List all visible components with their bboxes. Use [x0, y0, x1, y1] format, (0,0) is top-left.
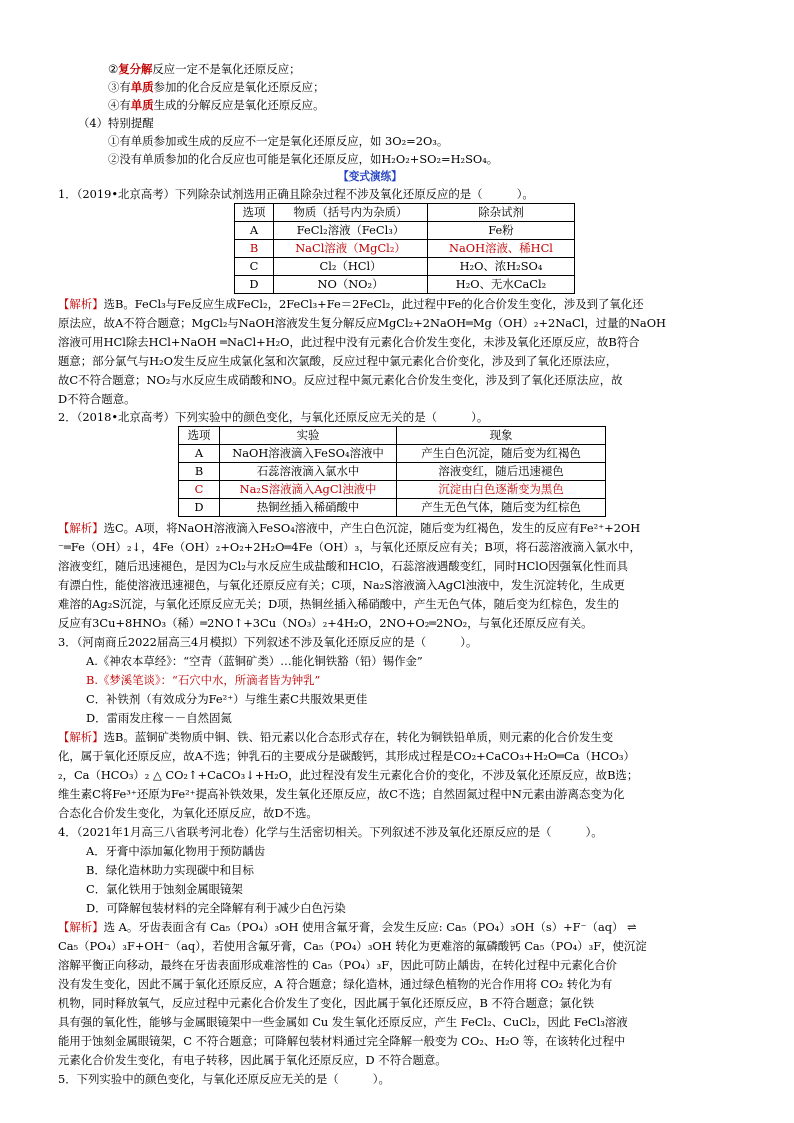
q2-th-phenomenon: 现象 [397, 427, 606, 445]
q2-cell: D [179, 499, 220, 517]
q1-cell: Fe粉 [428, 222, 575, 240]
q3-option-d: D．雷雨发庄稼－－自然固氮 [86, 711, 232, 725]
q2-analysis-line: 溶液变红，随后迅速褪色，是因为Cl₂与水反应生成盐酸和HClO，石蕊溶液遇酸变红，同时HClO因强氧化性而具 [58, 559, 628, 573]
q4-analysis-line: 具有强的氧化性，能够与金属眼镜架中一些金属如 Cu 发生氧化还原反应，产生 FeCl₂、CuCl₂，因此 FeCl₃溶液 [58, 1015, 628, 1029]
q2-cell: Na₂S溶液滴入AgCl浊液中 [220, 481, 397, 499]
intro-heading-4: （4）特别提醒 [78, 116, 154, 130]
q1-analysis-line: 题意；部分氯气与H₂O发生反应生成氯化氢和次氯酸，反应过程中氯元素化合价变化，涉及到了氧化还原法应， [58, 354, 618, 368]
q2-cell: A [179, 445, 220, 463]
q1-analysis-line: 故C不符合题意；NO₂与水反应生成硝酸和NO。反应过程中氮元素化合价发生变化，涉及到了氧化还原法应，故 [58, 373, 623, 387]
q1-cell: NO（NO₂） [274, 276, 428, 294]
q2-analysis-line: 难溶的Ag₂S沉淀，与氧化还原反应无关；D项，热铜丝插入稀硝酸中，产生无色气体，随后变为红棕色，发生的 [58, 597, 619, 611]
q3-analysis-line: 合态化合价发生变化，为氧化还原反应，故D不选。 [58, 806, 318, 820]
q1-analysis-line: 【解析】选B。FeCl₃与Fe反应生成FeCl₂，2FeCl₃+Fe＝2FeCl₂，此过程中Fe的化合价发生变化，涉及到了氧化还 [58, 297, 644, 311]
intro-item-2: ②复分解反应一定不是氧化还原反应； [108, 62, 301, 76]
q2-stem: 2．（2018•北京高考）下列实验中的颜色变化，与氧化还原反应无关的是（ ）。 [58, 410, 489, 424]
q3-analysis-line: 【解析】选B。蓝铜矿类物质中铜、铁、铅元素以化合态形式存在，转化为铜铁铅单质，则元素的化合价发生变 [58, 730, 614, 744]
q4-stem: 4．（2021年1月高三八省联考河北卷）化学与生活密切相关。下列叙述不涉及氧化还原反应的是（ ）。 [58, 825, 603, 839]
q1-analysis-line: D不符合题意。 [58, 392, 136, 406]
q1-th-reagent: 除杂试剂 [428, 204, 575, 222]
q2-analysis-line: 反应有3Cu+8HNO₃（稀）═2NO↑+3Cu（NO₃）₂+4H₂O，2NO+O₂═2NO₂，与氧化还原反应有关。 [58, 616, 593, 630]
q1-cell: NaCl溶液（MgCl₂） [274, 240, 428, 258]
analysis-label: 【解析】 [58, 297, 104, 311]
q1-th-substance: 物质（括号内为杂质） [274, 204, 428, 222]
q1-cell: FeCl₂溶液（FeCl₃） [274, 222, 428, 240]
q2-th-experiment: 实验 [220, 427, 397, 445]
q2-cell: 溶液变红，随后迅速褪色 [397, 463, 606, 481]
q1-cell: H₂O、无水CaCl₂ [428, 276, 575, 294]
q4-analysis-line: 没有发生变化，因此不属于氧化还原反应，A 符合题意；绿化造林，通过绿色植物的光合作用将 CO₂ 转化为有 [58, 977, 613, 991]
q4-option-a: A．牙膏中添加氟化物用于预防龋齿 [86, 844, 266, 858]
section-title: 【变式演练】 [338, 169, 402, 183]
q2-cell: 产生白色沉淀，随后变为红褐色 [397, 445, 606, 463]
q2-cell: B [179, 463, 220, 481]
q1-th-option: 选项 [235, 204, 274, 222]
q2-analysis-line: 【解析】选C。A项，将NaOH溶液滴入FeSO₄溶液中，产生白色沉淀，随后变为红褐色，发生的反应有Fe²⁺+2OH [58, 521, 641, 535]
q2-th-option: 选项 [179, 427, 220, 445]
q4-analysis-line: Ca₅（PO₄）₃F+OH⁻（aq），若使用含氟牙膏，Ca₅（PO₄）₃OH 转化为更难溶的氟磷酸钙 Ca₅（PO₄）₃F，使沉淀 [58, 939, 647, 953]
q4-option-d: D．可降解包装材料的完全降解有利于减少白色污染 [86, 901, 346, 915]
analysis-label: 【解析】 [58, 521, 104, 535]
q3-analysis-line: 化，属于氧化还原反应，故A不选；钟乳石的主要成分是碳酸钙，其形成过程是CO₂+CaCO₃+H₂O═Ca（HCO₃） [58, 749, 635, 763]
q3-option-c: C．补铁剂（有效成分为Fe²⁺）与维生素C共服效果更佳 [86, 692, 368, 706]
q4-analysis-line: 机物，同时释放氧气，反应过程中元素化合价发生了变化，因此属于氧化还原反应，B 不符合题意；氯化铁 [58, 996, 594, 1010]
q1-cell: B [235, 240, 274, 258]
q1-cell: D [235, 276, 274, 294]
intro-item-4: ④有单质生成的分解反应是氧化还原反应。 [108, 98, 325, 112]
q2-analysis-line: 有漂白性，能使溶液迅速褪色，与氧化还原反应有关；C项，Na₂S溶液滴入AgCl浊液中，发生沉淀转化，生成更 [58, 578, 625, 592]
q3-stem: 3．（河南商丘2022届高三4月模拟）下列叙述不涉及氧化还原反应的是（ ）。 [58, 635, 478, 649]
q1-analysis-line: 溶液可用HCl除去HCl+NaOH ═NaCl+H₂O，此过程中没有元素化合价发生变化，未涉及氧化还原反应，故B符合 [58, 335, 640, 349]
q2-cell: C [179, 481, 220, 499]
q3-option-b: B.《梦溪笔谈》：“石穴中水，所滴者皆为钟乳” [86, 673, 321, 687]
q4-analysis-line: 【解析】选 A。牙齿表面含有 Ca₅（PO₄）₃OH 使用含氟牙膏，会发生反应: Ca₅（PO₄）₃OH（s）+F⁻（aq） ⇌ [58, 920, 637, 934]
q3-option-a: A.《神农本草经》：“空青（蓝铜矿类）…能化铜铁豁（铅）锡作金” [86, 654, 423, 668]
intro-item-3: ③有单质参加的化合反应是氧化还原反应； [108, 80, 325, 94]
intro-tip-2: ②没有单质参加的化合反应也可能是氧化还原反应，如H₂O₂+SO₂=H₂SO₄。 [108, 152, 499, 166]
q1-cell: Cl₂（HCl） [274, 258, 428, 276]
q1-stem: 1．（2019•北京高考）下列除杂试剂选用正确且除杂过程不涉及氧化还原反应的是（ ）。 [58, 187, 534, 201]
q3-analysis-line: ₂，Ca（HCO₃）₂ △ CO₂↑+CaCO₃↓+H₂O，此过程没有发生元素化合价的变化，不涉及氧化还原反应，故B选； [58, 768, 639, 782]
q2-cell: 石蕊溶液滴入氯水中 [220, 463, 397, 481]
q1-cell: A [235, 222, 274, 240]
q1-cell: C [235, 258, 274, 276]
q1-cell: NaOH溶液、稀HCl [428, 240, 575, 258]
analysis-label: 【解析】 [58, 920, 104, 934]
analysis-label: 【解析】 [58, 730, 104, 744]
q4-analysis-line: 溶解平衡正向移动，最终在牙齿表面形成难溶性的 Ca₅（PO₄）₃F，因此可防止龋齿，在转化过程中元素化合价 [58, 958, 617, 972]
q3-analysis-line: 维生素C将Fe³⁺还原为Fe²⁺提高补铁效果，发生氧化还原反应，故C不选；自然固氮过程中N元素由游离态变为化 [58, 787, 625, 801]
q4-analysis-line: 能用于蚀刻金属眼镜架，C 不符合题意；可降解包装材料通过完全降解一般变为 CO₂、H₂O 等，在该转化过程中 [58, 1034, 626, 1048]
q2-cell: 产生无色气体，随后变为红棕色 [397, 499, 606, 517]
q5-stem: 5．下列实验中的颜色变化，与氧化还原反应无关的是（ ）。 [58, 1072, 390, 1086]
q4-analysis-line: 元素化合价发生变化，有电子转移，因此属于氧化还原反应，D 不符合题意。 [58, 1053, 447, 1067]
q1-cell: H₂O、浓H₂SO₄ [428, 258, 575, 276]
q1-table [234, 203, 575, 294]
intro-tip-1: ①有单质参加或生成的反应不一定是氧化还原反应，如 3O₂=2O₃。 [108, 134, 449, 148]
q2-cell: 热铜丝插入稀硝酸中 [220, 499, 397, 517]
q4-option-b: B．绿化造林助力实现碳中和目标 [86, 863, 254, 877]
q1-analysis-line: 原法应，故A不符合题意；MgCl₂与NaOH溶液发生复分解反应MgCl₂+2NaOH═Mg（OH）₂+2NaCl，过量的NaOH [58, 316, 666, 330]
q2-cell: NaOH溶液滴入FeSO₄溶液中 [220, 445, 397, 463]
q2-cell: 沉淀由白色逐渐变为黑色 [397, 481, 606, 499]
q4-option-c: C．氯化铁用于蚀刻金属眼镜架 [86, 882, 243, 896]
q2-table [178, 426, 606, 517]
q2-analysis-line: ⁻═Fe（OH）₂↓，4Fe（OH）₂+O₂+2H₂O═4Fe（OH）₃，与氧化还原反应有关；B项，将石蕊溶液滴入氯水中， [58, 540, 641, 554]
